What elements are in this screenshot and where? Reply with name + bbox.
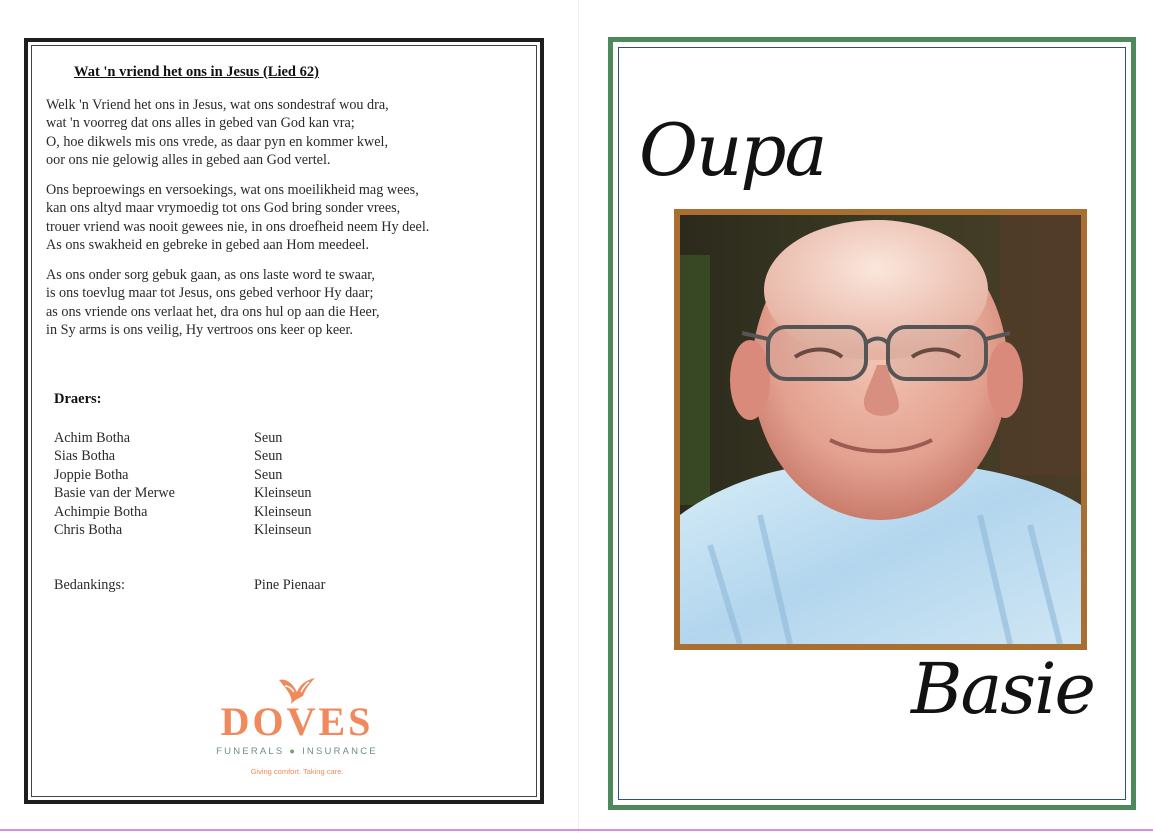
hymn-line: As ons swakheid en gebreke in gebed aan Hom meedeel.	[46, 237, 370, 254]
list-item	[54, 466, 414, 484]
hymn-stanza-2	[46, 181, 526, 255]
thanks-name: Pine Pienaar	[254, 577, 326, 593]
list-item	[54, 503, 414, 521]
list-item	[54, 484, 414, 502]
logo-wordmark: DOVES	[220, 699, 374, 744]
hymn-line: O, hoe dikwels mis ons vrede, as daar pyn en kommer kwel,	[46, 133, 388, 150]
list-item	[54, 447, 414, 465]
bearer-relation: Kleinseun	[254, 503, 312, 520]
list-item	[54, 429, 414, 447]
cover-panel-inner-border	[618, 47, 1126, 800]
thanks-label: Bedankings:	[54, 577, 125, 593]
hymn-title: Wat 'n vriend het ons in Jesus (Lied 62)	[74, 64, 319, 80]
thanks-row	[54, 577, 325, 594]
hymn-line: Welk 'n Vriend het ons in Jesus, wat ons sondestraf wou dra,	[46, 97, 389, 113]
logo-sub-dot: ●	[289, 746, 298, 757]
hymn-line: kan ons altyd maar vrymoedig tot ons God bring sonder vrees,	[46, 200, 401, 217]
hymn-line: trouer vriend was nooit gewees nie, in ons droefheid neem Hy deel.	[46, 218, 430, 235]
list-item	[54, 521, 414, 539]
bearer-name: Sias Botha	[54, 448, 116, 465]
hymn-line: in Sy arms is ons veilig, Hy vertroos ons keer op keer.	[46, 322, 353, 339]
left-panel	[24, 38, 544, 804]
bearer-relation: Kleinseun	[254, 522, 312, 539]
bearer-relation: Kleinseun	[254, 485, 312, 502]
bearer-relation: Seun	[254, 430, 283, 446]
hymn-stanza-1	[46, 96, 526, 170]
hymn-line: As ons onder sorg gebuk gaan, as ons laste word te swaar,	[46, 267, 375, 283]
hymn-line: wat 'n voorreg dat ons alles in gebed van God kan vra;	[46, 115, 355, 132]
logo-sub-right: INSURANCE	[302, 746, 378, 757]
logo-sub-left: FUNERALS	[216, 746, 285, 757]
bearer-relation: Seun	[254, 466, 283, 483]
logo-tagline: Giving comfort. Taking care.	[250, 767, 344, 776]
bearer-name: Chris Botha	[54, 522, 123, 539]
photo-frame	[674, 209, 1087, 650]
bearer-name: Basie van der Merwe	[54, 485, 175, 502]
left-panel-inner-border	[31, 45, 537, 797]
hymn-line: as ons vriende ons verlaat het, dra ons hul op aan die Heer,	[46, 303, 380, 320]
hymn-line: is ons toevlug maar tot Jesus, ons gebed verhoor Hy daar;	[46, 285, 374, 302]
bearer-name: Achimpie Botha	[54, 503, 148, 520]
bearers-list	[54, 429, 414, 539]
page-edge-line	[0, 829, 1153, 831]
portrait-photo	[680, 215, 1081, 644]
page-fold	[578, 0, 579, 833]
bearer-name: Joppie Botha	[54, 466, 129, 483]
hymn-stanza-3	[46, 266, 526, 340]
bearers-heading: Draers:	[54, 391, 102, 407]
logo-subtitle	[202, 746, 392, 757]
hymn-line: Ons beproewings en versoekings, wat ons moeilikheid mag wees,	[46, 182, 419, 198]
cover-title-top: Oupa	[639, 108, 826, 192]
hymn-line: oor ons nie gelowig alles in gebed aan God vertel.	[46, 152, 331, 169]
cover-panel	[608, 37, 1136, 810]
bearer-name: Achim Botha	[54, 430, 131, 446]
bearer-relation: Seun	[254, 448, 283, 465]
cover-title-bottom: Basie	[911, 648, 1094, 730]
doves-logo	[202, 674, 392, 784]
